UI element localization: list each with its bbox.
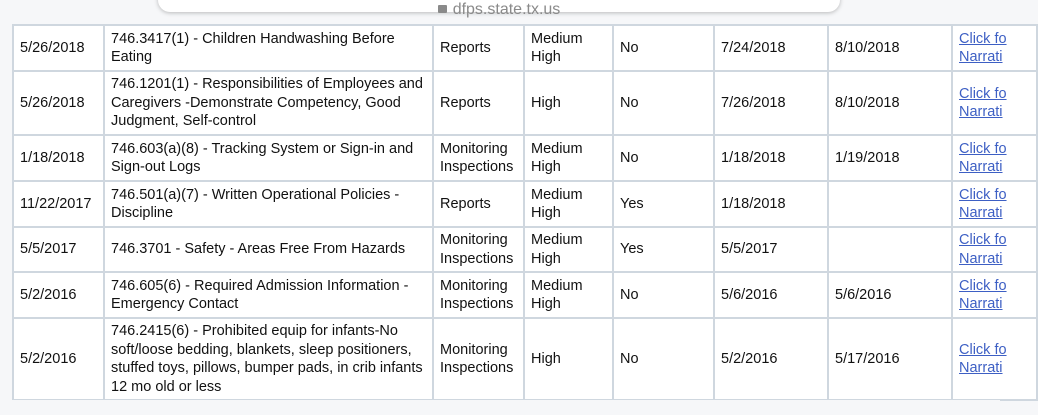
risk-level-cell: Medium High bbox=[524, 272, 613, 318]
narrative-link[interactable]: Click fo bbox=[959, 30, 1007, 47]
risk-level-cell: Medium High bbox=[524, 25, 613, 71]
activity-date-cell: 5/5/2017 bbox=[13, 227, 104, 272]
narrative-link-cell bbox=[952, 181, 1037, 227]
narrative-link-cell bbox=[952, 272, 1037, 318]
standard-cell: 746.605(6) - Required Admission Information - Emergency Contact bbox=[104, 272, 433, 318]
verification-date-cell: 5/6/2016 bbox=[828, 272, 952, 318]
narrative-link[interactable]: Narrati bbox=[959, 250, 1003, 267]
table-row bbox=[13, 71, 1037, 135]
activity-type-cell: Reports bbox=[433, 25, 524, 71]
narrative-link-cell bbox=[952, 71, 1037, 135]
verification-date-cell: 1/19/2018 bbox=[828, 135, 952, 181]
narrative-link[interactable]: Click fo bbox=[959, 186, 1007, 203]
activity-date-cell: 5/26/2018 bbox=[13, 25, 104, 71]
correction-date-cell: 5/5/2017 bbox=[714, 227, 828, 272]
activity-type-cell: Monitoring Inspections bbox=[433, 227, 524, 272]
narrative-link[interactable]: Narrati bbox=[959, 49, 1003, 65]
verification-date-cell: 8/10/2018 bbox=[828, 25, 952, 71]
activity-date-cell: 5/2/2016 bbox=[13, 318, 104, 400]
standard-cell: 746.2415(6) - Prohibited equip for infants-No soft/loose bedding, blankets, sleep positioners, stuffed toys, pillows, bumper pads, in crib infants 12 mo old or less bbox=[104, 318, 433, 400]
narrative-link[interactable]: Click fo bbox=[959, 140, 1007, 157]
url-text: dfps.state.tx.us bbox=[452, 1, 561, 18]
address-bar[interactable] bbox=[158, 0, 840, 18]
standard-cell: 746.501(a)(7) - Written Operational Policies - Discipline bbox=[104, 181, 433, 227]
met-status-cell: No bbox=[613, 135, 714, 181]
narrative-link-cell bbox=[952, 25, 1037, 71]
narrative-link[interactable]: Click fo bbox=[959, 277, 1007, 294]
activity-type-cell: Reports bbox=[433, 181, 524, 227]
verification-date-cell bbox=[828, 227, 952, 272]
activity-type-cell: Monitoring Inspections bbox=[433, 318, 524, 400]
risk-level-cell: Medium High bbox=[524, 227, 613, 272]
correction-date-cell: 7/26/2018 bbox=[714, 71, 828, 135]
lock-icon bbox=[438, 5, 447, 13]
correction-date-cell: 7/24/2018 bbox=[714, 25, 828, 71]
narrative-link-cell bbox=[952, 318, 1037, 400]
standard-cell: 746.3417(1) - Children Handwashing Before Eating bbox=[104, 25, 433, 71]
risk-level-cell: Medium High bbox=[524, 135, 613, 181]
table-row bbox=[13, 318, 1037, 400]
correction-date-cell: 5/6/2016 bbox=[714, 272, 828, 318]
table-row bbox=[13, 227, 1037, 272]
activity-type-cell: Monitoring Inspections bbox=[433, 272, 524, 318]
risk-level-cell: Medium High bbox=[524, 181, 613, 227]
correction-date-cell: 1/18/2018 bbox=[714, 135, 828, 181]
activity-type-cell: Monitoring Inspections bbox=[433, 135, 524, 181]
met-status-cell: No bbox=[613, 71, 714, 135]
narrative-link[interactable]: Click fo bbox=[959, 85, 1007, 102]
activity-date-cell: 5/26/2018 bbox=[13, 71, 104, 135]
verification-date-cell bbox=[828, 181, 952, 227]
met-status-cell: Yes bbox=[613, 181, 714, 227]
correction-date-cell: 5/2/2016 bbox=[714, 318, 828, 400]
verification-date-cell: 5/17/2016 bbox=[828, 318, 952, 400]
table-row bbox=[13, 181, 1037, 227]
deficiency-table-container bbox=[0, 24, 1007, 401]
narrative-link[interactable]: Narrati bbox=[959, 159, 1003, 175]
deficiency-table bbox=[12, 24, 1038, 401]
standard-cell: 746.1201(1) - Responsibilities of Employees and Caregivers -Demonstrate Competency, Good Judgment, Self-control bbox=[104, 71, 433, 135]
activity-date-cell: 5/2/2016 bbox=[13, 272, 104, 318]
narrative-link[interactable]: Narrati bbox=[959, 360, 1003, 376]
risk-level-cell: High bbox=[524, 71, 613, 135]
table-row bbox=[13, 25, 1037, 71]
address-bar-content bbox=[158, 1, 840, 19]
standard-cell: 746.3701 - Safety - Areas Free From Hazards bbox=[104, 227, 433, 272]
met-status-cell: No bbox=[613, 318, 714, 400]
narrative-link-cell bbox=[952, 227, 1037, 272]
correction-date-cell: 1/18/2018 bbox=[714, 181, 828, 227]
activity-date-cell: 11/22/2017 bbox=[13, 181, 104, 227]
narrative-link[interactable]: Click fo bbox=[959, 341, 1007, 358]
page-bottom-margin bbox=[0, 400, 1000, 415]
met-status-cell: No bbox=[613, 272, 714, 318]
verification-date-cell: 8/10/2018 bbox=[828, 71, 952, 135]
narrative-link[interactable]: Click fo bbox=[959, 232, 1007, 248]
narrative-link-cell bbox=[952, 135, 1037, 181]
narrative-link[interactable]: Narrati bbox=[959, 296, 1003, 312]
standard-cell: 746.603(a)(8) - Tracking System or Sign-in and Sign-out Logs bbox=[104, 135, 433, 181]
met-status-cell: No bbox=[613, 25, 714, 71]
met-status-cell: Yes bbox=[613, 227, 714, 272]
table-row bbox=[13, 135, 1037, 181]
table-row bbox=[13, 272, 1037, 318]
activity-date-cell: 1/18/2018 bbox=[13, 135, 104, 181]
narrative-link[interactable]: Narrati bbox=[959, 205, 1003, 221]
activity-type-cell: Reports bbox=[433, 71, 524, 135]
risk-level-cell: High bbox=[524, 318, 613, 400]
narrative-link[interactable]: Narrati bbox=[959, 104, 1003, 120]
